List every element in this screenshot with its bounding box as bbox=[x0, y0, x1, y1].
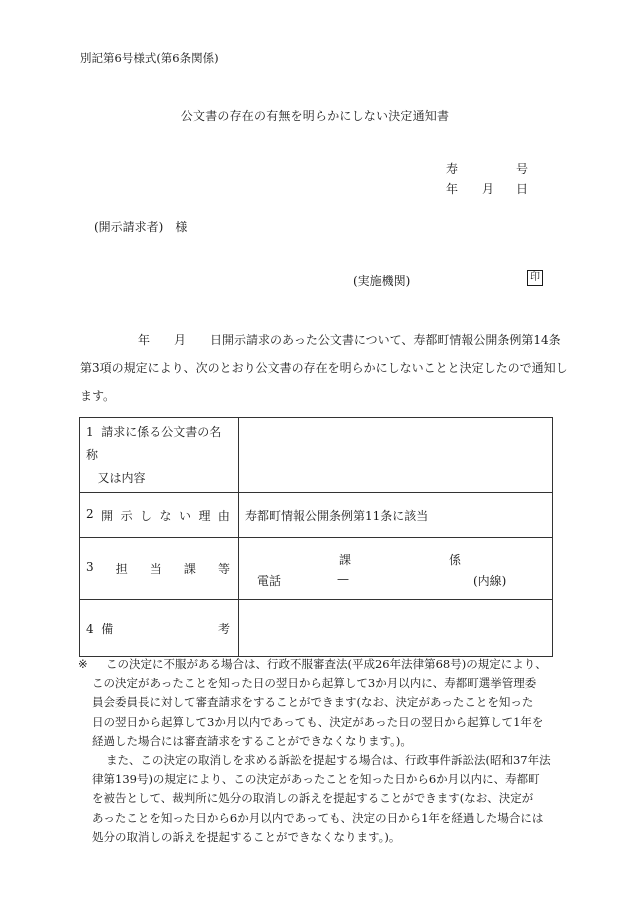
department-label bbox=[80, 538, 239, 600]
label-char: い bbox=[178, 508, 191, 523]
label-char: 考 bbox=[217, 621, 230, 636]
label-text: 又は内容 bbox=[97, 470, 146, 485]
row-number: 4 bbox=[86, 621, 94, 636]
table-row bbox=[80, 418, 553, 493]
document-name-label bbox=[80, 418, 239, 493]
seal-mark: 印 bbox=[527, 270, 543, 286]
note-line: 日の翌日から起算して3か月以内であっても、決定があった日の翌日から起算して1年を bbox=[92, 714, 544, 729]
agency-line: (実施機関) bbox=[353, 274, 411, 288]
label-text: 請求に係る公文書の名称 bbox=[86, 424, 222, 462]
row-number: 3 bbox=[86, 560, 94, 574]
extension-label: (内線) bbox=[473, 574, 507, 588]
note-line: 律第139号)の規定により、この決定があったことを知った日から6か月以内に、寿都町 bbox=[92, 772, 540, 787]
body-line: ます。 bbox=[80, 389, 116, 403]
section-label: 課 bbox=[339, 553, 352, 567]
label-char: 開 bbox=[101, 508, 114, 523]
note-line: 員会委員長に対して審査請求をすることができます(なお、決定があったことを知った bbox=[92, 695, 534, 710]
subsection-label: 係 bbox=[449, 553, 462, 567]
label-char: 担 bbox=[115, 562, 128, 576]
appeal-notice bbox=[78, 655, 558, 847]
date-month: 月 bbox=[482, 182, 495, 196]
note-line: 処分の取消しの訴えを提起することができなくなります。)。 bbox=[92, 829, 401, 844]
label-char: 等 bbox=[217, 562, 230, 576]
note-mark: ※ bbox=[78, 657, 88, 671]
date-day: 日 bbox=[516, 182, 529, 196]
document-title: 公文書の存在の有無を明らかにしない決定通知書 bbox=[180, 109, 450, 123]
note-line: あったことを知った日から6か月以内であっても、決定の日から1年を経過した場合には bbox=[92, 810, 544, 825]
body-paragraph bbox=[80, 326, 568, 410]
document-name-value bbox=[239, 418, 553, 493]
note-line: この決定に不服がある場合は、行政不服審査法(平成26年法律第68号)の規定により、 bbox=[106, 657, 547, 671]
row-number: 2 bbox=[86, 506, 94, 521]
body-line: 年 月 日開示請求のあった公文書について、寿都町情報公開条例第14条 bbox=[138, 333, 561, 347]
reference-date bbox=[446, 180, 529, 197]
body-line: 第3項の規定により、次のとおり公文書の存在を明らかにしないことと決定したので通知し bbox=[80, 361, 568, 375]
label-char: 課 bbox=[183, 562, 196, 576]
phone-separator: — bbox=[337, 572, 349, 586]
label-char: な bbox=[159, 508, 172, 523]
table-row bbox=[80, 538, 553, 600]
note-line: また、この決定の取消しを求める訴訟を提起する場合は、行政事件訴訟法(昭和37年法 bbox=[106, 753, 551, 768]
phone-label: 電話 bbox=[257, 574, 282, 588]
note-line: 経過した場合には審査請求をすることができなくなります。)。 bbox=[92, 733, 412, 748]
department-value bbox=[239, 538, 553, 600]
note-line: を被告として、裁判所に処分の取消しの訴えを提起することができます(なお、決定が bbox=[92, 791, 534, 806]
label-char: し bbox=[140, 508, 153, 523]
reference-number bbox=[446, 160, 529, 177]
reason-value: 寿都町情報公開条例第11条に該当 bbox=[239, 493, 553, 538]
label-char: 由 bbox=[217, 508, 230, 523]
label-char: 備 bbox=[101, 621, 114, 636]
date-year: 年 bbox=[446, 182, 459, 196]
reference-number-suffix: 号 bbox=[516, 162, 529, 176]
label-char: 理 bbox=[198, 508, 211, 523]
decision-table bbox=[79, 417, 553, 657]
remarks-label bbox=[80, 600, 239, 657]
label-char: 当 bbox=[149, 562, 162, 576]
form-label: 別記第6号様式(第6条関係) bbox=[80, 51, 219, 65]
reason-label bbox=[80, 493, 239, 538]
table-row bbox=[80, 600, 553, 657]
remarks-value bbox=[239, 600, 553, 657]
note-line: この決定があったことを知った日の翌日から起算して3か月以内に、寿都町選挙管理委 bbox=[92, 676, 537, 691]
table-row bbox=[80, 493, 553, 538]
label-char: 示 bbox=[120, 508, 133, 523]
row-number: 1 bbox=[86, 424, 94, 439]
requester-line: (開示請求者) 様 bbox=[94, 220, 188, 234]
reference-prefix: 寿 bbox=[446, 162, 459, 176]
